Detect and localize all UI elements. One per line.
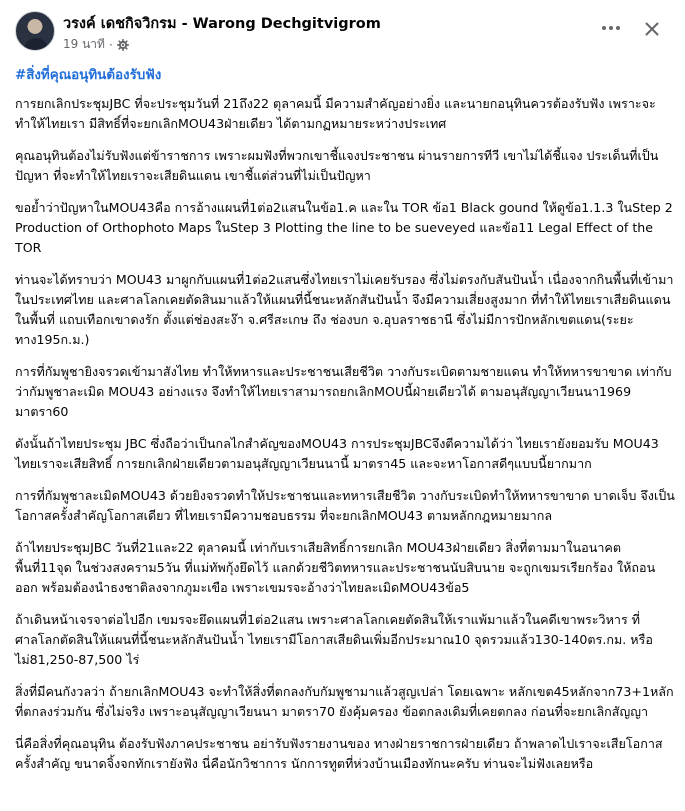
post-paragraph: นี่คือสิ่งที่คุณอนุทิน ต้องรับฟังภาคประชาชน อย่ารับฟังรายงานของ ทางฝ่ายราชการฝ่ายเดียว ถ้าพลาดไปเราจะเสียโอกาสครั้งสำคัญ ขนาดจิ้งจกทักเรายังฟัง นี่คือนักวิชาการ นักการทูตที่ห่วงบ้านเมืองทักนะครับ ท่านจะไม่ฟังเลยหรือ: [15, 736, 663, 771]
post-paragraph: ถ้าเดินหน้าเจรจาต่อไปอีก เขมรจะยึดแผนที่1ต่อ2แสน เพราะศาลโลกเคยตัดสินให้เราแพ้มาแล้วในคดีเขาพระวิหาร ที่ศาลโลกตัดสินให้แผนที่นี้ชนะหลักสันปันน้ำ ไทยเรามีโอกาสเสียดินเพิ่มอีกประมาณ10 จุดรวมแล้ว130-140ตร.กม. หรือ ไม่81,250-87,500 ไร่: [15, 612, 653, 667]
gear-icon[interactable]: [117, 39, 129, 51]
author-name[interactable]: วรงค์ เดชกิจวิกรม - Warong Dechgitvigrom: [63, 16, 381, 32]
post-paragraph: การที่กัมพูชายิงจรวดเข้ามาสังไทย ทำให้ทหารและประชาชนเสียชีวิต วางกับระเบิดตามชายแดน ทำให้ทหารขาขาด เท่ากับว่ากัมพูชาละเมิด MOU43 อย่างแรง จึงทำให้ไทยเราสามารถยกเลิกMOUนี้ฝ่ายเดียวได้ ตามอนุสัญญาเวียนนา1969 มาตรา60: [15, 364, 672, 419]
post-meta: [63, 35, 129, 54]
post-timestamp[interactable]: 19 นาที: [63, 37, 105, 51]
post-paragraph: คุณอนุทินต้องไม่รับฟังแต่ข้าราชการ เพราะผมฟังที่พวกเขาชี้แจงประชาชน ผ่านรายการทีวี เขาไม่ได้ชี้แจง ประเด็นที่เป็นปัญหา ที่จะทำให้ไทยเราจะเสียดินแดน เขาชี้แต่ส่วนที่ไม่เป็นปัญหา: [15, 148, 659, 183]
post-header: [0, 0, 685, 62]
post-paragraph: การที่กัมพูชาละเมิดMOU43 ด้วยยิงจรวดทำให้ประชาชนและทหารเสียชีวิต วางกับระเบิดทำให้ทหารขาขาด บาดเจ็บ จึงเป็นโอกาสครั้งสำคัญโอกาสเดียว ที่ไทยเรามีความชอบธรรม ที่จะยกเลิกMOU43 ตามหลักกฎหมายมากล: [15, 488, 675, 523]
post-paragraph: การยกเลิกประชุมJBC ที่จะประชุมวันที่ 21ถึง22 ตุลาคมนี้ มีความสำคัญอย่างยิ่ง และนายกอนุทินควรต้องรับฟัง เพราะจะทำให้ไทยเรา มีสิทธิ์ที่จะยกเลิกMOU43ฝ่ายเดียว ได้ตามกฏหมายระหว่างประเทศ: [15, 96, 656, 131]
author-avatar[interactable]: [15, 11, 55, 51]
post-paragraph: สิ่งที่มีคนกังวลว่า ถ้ายกเลิกMOU43 จะทำให้สิ่งที่ตกลงกับกัมพูชามาแล้วสูญเปล่า โดยเฉพาะ หลักเขต45หลักจาก73+1หลัก ที่ตกลงร่วมกัน ซึ่งไม่จริง เพราะอนุสัญญาเวียนนา มาตรา70 ยังคุ้มครอง ข้อตกลงเดิมที่เคยตกลง ก่อนที่จะยกเลิกสัญญา: [15, 684, 674, 719]
more-horizontal-icon[interactable]: [600, 20, 622, 36]
close-icon[interactable]: [644, 21, 660, 37]
post-paragraph: ถ้าไทยประชุมJBC วันที่21และ22 ตุลาคมนี้ เท่ากับเราเสียสิทธิ์การยกเลิก MOU43ฝ่ายเดียว สิ่งที่ตามมาในอนาคต พื้นที่11จุด ในช่วงสงคราม5วัน ที่แม่ทัพกุ้งยึดไว้ แลกด้วยชีวิตทหารและประชาชนนับสิบนาย จะถูกเขมรเรียกร้อง ให้ถอนออก พร้อมต้องนำธงชาติลงจากภูมะเขือ เพราะเขมรจะอ้างว่าไทยละเมิดMOU43ข้อ5: [15, 540, 656, 595]
post-paragraph: ดังนั้นถ้าไทยประชุม JBC ซึ่งถือว่าเป็นกลไกสำคัญของMOU43 การประชุมJBCจึงตีความได้ว่า ไทยเรายังยอมรับ MOU43 ไทยเราจะเสียสิทธิ์ การยกเลิกฝ่ายเดียวตามอนุสัญญาเวียนนานี้ มาตรา45 และจะหาโอกาสดีๆแบบนี้ยากมาก: [15, 436, 659, 471]
hashtag-link[interactable]: #สิ่งที่คุณอนุทินต้องรับฟัง: [15, 68, 162, 83]
post-body: [15, 62, 675, 786]
post-paragraph: ท่านจะได้ทราบว่า MOU43 มาผูกกับแผนที่1ต่อ2แสนซึ่งไทยเราไม่เคยรับรอง ซึ่งไม่ตรงกับสันปันน้ำ เนื่องจากกินพื้นที่เข้ามาในประเทศไทย และศาลโลกเคยตัดสินมาแล้วให้แผนที่นี้ชนะหลักสันปันน้ำ จึงมีความเสี่ยงสูงมาก ที่ทำให้ไทยเราเสียดินแดน ในพื้นที่ แถบเทือกเขาดงรัก ตั้งแต่ช่องสะง๊า จ.ศรีสะเกษ ถึง ช่องบก จ.อุบลราชธานี ซึ่งไม่มีการปักหลักเขตแดน(ระยะทาง195ก.ม.): [15, 272, 674, 347]
meta-separator: ·: [108, 37, 113, 52]
post-paragraph: ขอย้ำว่าปัญหาในMOU43คือ การอ้างแผนที่1ต่อ2แสนในข้อ1.ค และใน TOR ข้อ1 Black gound ให้ดูข้อ1.1.3 ในStep 2 Production of Orthophoto Maps ในStep 3 Plotting the line to be sueveyed และข้อ11 Legal Effect of the TOR: [15, 200, 673, 255]
